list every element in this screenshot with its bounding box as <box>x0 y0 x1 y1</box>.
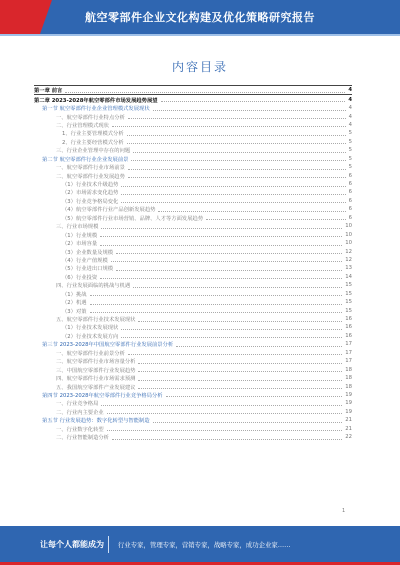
toc-entry-title: 第一章 前言 <box>34 88 63 95</box>
toc-entry-title: （4）航空零部件行业产品创新发展趋势 <box>62 207 156 214</box>
toc-entry-page: 4 <box>348 105 352 112</box>
toc-entry-page: 15 <box>345 299 352 306</box>
toc-entry-title: 二、行业管理模式现状 <box>56 122 109 129</box>
toc-entry-page: 17 <box>345 349 352 356</box>
report-header <box>0 0 400 34</box>
toc-entry-title: （1）行业技术发展现状 <box>62 325 119 332</box>
toc-entry-page: 19 <box>345 391 352 398</box>
toc-leader-dots <box>90 312 343 313</box>
toc-entry[interactable] <box>34 146 352 154</box>
toc-leader-dots <box>127 135 346 136</box>
toc-entry[interactable] <box>34 239 352 247</box>
toc-entry-page: 6 <box>348 189 352 196</box>
toc-leader-dots <box>112 126 346 127</box>
toc-entry-title: 三、行业企业管理中存在的问题 <box>56 148 131 155</box>
toc-leader-dots <box>100 245 342 246</box>
toc-leader-dots <box>131 160 345 161</box>
toc-leader-dots <box>138 321 342 322</box>
toc-entry-page: 18 <box>345 383 352 390</box>
toc-entry-page: 14 <box>345 273 352 280</box>
toc-entry-page: 15 <box>345 307 352 314</box>
toc-entry-title: 第四节 2023-2028年航空零部件行业竞争格局分析 <box>42 392 163 399</box>
toc-leader-dots <box>128 118 346 119</box>
toc-leader-dots <box>128 177 346 178</box>
toc-entry-page: 21 <box>345 425 352 432</box>
toc-leader-dots <box>138 363 342 364</box>
toc-leader-dots <box>138 371 342 372</box>
toc-entry-page: 12 <box>345 256 352 263</box>
toc-entry[interactable] <box>34 433 352 441</box>
toc-entry-title: 一、航空零部件行业市场前景 <box>56 165 125 172</box>
toc-entry-title: （2）市场需求变化趋势 <box>62 190 119 197</box>
toc-entry-title: （1）行业规模 <box>62 232 98 239</box>
toc-entry-page: 10 <box>345 240 352 247</box>
toc-entry-page: 5 <box>348 147 352 154</box>
toc-entry-title: 五、航空零部件行业技术发展现状 <box>56 317 136 324</box>
toc-entry-page: 6 <box>348 172 352 179</box>
toc-entry[interactable] <box>34 306 352 314</box>
toc-leader-dots <box>107 430 343 431</box>
toc-entry-page: 6 <box>348 181 352 188</box>
toc-leader-dots <box>90 295 343 296</box>
header-divider <box>0 34 400 36</box>
toc-leader-dots <box>133 152 345 153</box>
toc-entry-title: 一、行业数字化转型 <box>56 426 104 433</box>
toc-leader-dots <box>101 228 342 229</box>
toc-entry[interactable] <box>34 163 352 171</box>
toc-entry-page: 4 <box>348 96 352 103</box>
toc-entry-page: 4 <box>348 87 352 94</box>
toc-leader-dots <box>100 236 342 237</box>
toc-leader-dots <box>127 143 346 144</box>
toc-entry-title: 三、中国航空零部件行业发展趋势 <box>56 367 136 374</box>
toc-entry[interactable] <box>34 112 352 120</box>
toc-entry-title: （6）行业投资 <box>62 274 98 281</box>
toc-entry-page: 19 <box>345 400 352 407</box>
toc-entry-page: 15 <box>345 282 352 289</box>
toc-entry-title: 第三节 2023-2028年中国航空零部件行业发展前景分析 <box>42 342 174 349</box>
toc-entry-title: 三、行业市场规模 <box>56 224 99 231</box>
toc-entry-page: 17 <box>345 341 352 348</box>
toc-entry[interactable] <box>34 264 352 272</box>
toc-entry-title: （4）行业产值规模 <box>62 257 108 264</box>
toc-entry-title: 一、航空零部件行业前景分析 <box>56 350 125 357</box>
toc-entry-page: 13 <box>345 265 352 272</box>
toc-leader-dots <box>112 439 342 440</box>
toc-leader-dots <box>128 169 346 170</box>
toc-entry-title: 一、行业竞争格局 <box>56 401 99 408</box>
toc-entry-page: 5 <box>348 138 352 145</box>
report-title: 航空零部件企业文化构建及优化策略研究报告 <box>85 11 315 24</box>
toc-entry[interactable] <box>34 323 352 331</box>
toc-entry[interactable] <box>34 357 352 365</box>
toc-entry[interactable] <box>34 374 352 382</box>
toc-leader-dots <box>121 202 345 203</box>
toc-entry-title: （1）行业技术升级趋势 <box>62 182 119 189</box>
toc-entry-page: 4 <box>348 113 352 120</box>
toc-entry-title: （3）企业数量及规模 <box>62 249 114 256</box>
toc-leader-dots <box>133 287 342 288</box>
toc-entry[interactable] <box>34 230 352 238</box>
toc-entry[interactable] <box>34 340 352 348</box>
toc-entry-page: 18 <box>345 366 352 373</box>
toc-leader-dots <box>166 396 343 397</box>
toc-entry-title: （5）行业进出口规模 <box>62 266 114 273</box>
toc-entry-title: 第五节 行业发展趋势：数字化转型与智能制造 <box>42 418 150 425</box>
toc-leader-dots <box>100 278 342 279</box>
page-number: 1 <box>342 508 346 514</box>
toc-entry[interactable] <box>34 399 352 407</box>
toc-entry-title: （1）挑战 <box>62 291 87 298</box>
toc-leader-dots <box>161 101 346 102</box>
toc-entry-title: （2）机遇 <box>62 300 87 307</box>
toc-leader-dots <box>128 354 342 355</box>
toc-entry-title: 四、航空零部件行业市场需求预测 <box>56 376 136 383</box>
toc-entry-title: （3）对策 <box>62 308 87 315</box>
toc-entry-page: 17 <box>345 358 352 365</box>
toc-entry-title: 第二章 2023-2028年航空零部件市场发展趋势展望 <box>34 97 158 104</box>
toc-entry-page: 6 <box>348 206 352 213</box>
toc-entry-page: 5 <box>348 164 352 171</box>
toc-entry-page: 18 <box>345 375 352 382</box>
toc-entry[interactable] <box>34 281 352 289</box>
toc-leader-dots <box>101 405 342 406</box>
table-of-contents <box>34 85 352 441</box>
toc-entry[interactable] <box>34 222 352 230</box>
toc-entry[interactable] <box>34 408 352 416</box>
toc-entry-title: （5）航空零部件行业市场营销、品牌、人才等方面发展趋势 <box>62 215 204 222</box>
toc-entry[interactable] <box>34 85 352 94</box>
toc-entry[interactable] <box>34 290 352 298</box>
toc-leader-dots <box>158 211 345 212</box>
toc-leader-dots <box>153 422 343 423</box>
toc-leader-dots <box>111 261 343 262</box>
toc-entry-title: 一、航空零部件行业特点分析 <box>56 114 125 121</box>
toc-entry-page: 19 <box>345 408 352 415</box>
toc-entry-page: 22 <box>345 434 352 441</box>
toc-entry-title: 二、航空零部件行业市场容量分析 <box>56 359 136 366</box>
toc-entry-title: （2）市场容量 <box>62 241 98 248</box>
toc-leader-dots <box>206 219 346 220</box>
toc-entry[interactable] <box>34 247 352 255</box>
toc-entry[interactable] <box>34 155 352 163</box>
toc-leader-dots <box>121 186 345 187</box>
toc-entry[interactable] <box>34 365 352 373</box>
toc-entry-page: 16 <box>345 316 352 323</box>
toc-entry[interactable] <box>34 214 352 222</box>
toc-entry-page: 12 <box>345 248 352 255</box>
toc-entry[interactable] <box>34 104 352 112</box>
toc-entry-title: 二、行业内主要企业 <box>56 409 104 416</box>
toc-entry-title: （2）行业技术发展方向 <box>62 333 119 340</box>
toc-entry-page: 4 <box>348 121 352 128</box>
toc-leader-dots <box>138 380 342 381</box>
toc-entry-title: 1、行业主要管理模式分析 <box>62 131 124 138</box>
toc-leader-dots <box>121 337 342 338</box>
toc-leader-dots <box>116 270 342 271</box>
toc-leader-dots <box>121 194 345 195</box>
toc-entry[interactable] <box>34 298 352 306</box>
toc-heading: 内容目录 <box>171 60 228 74</box>
toc-entry[interactable] <box>34 332 352 340</box>
toc-entry-title: （3）行业竞争格局变化 <box>62 198 119 205</box>
footer-tagline: 行业专家，管理专家，营销专家，战略专家，成功企业家…… <box>118 541 291 549</box>
toc-entry-title: 五、我国航空零部件产业发展建议 <box>56 384 136 391</box>
toc-leader-dots <box>121 329 342 330</box>
toc-entry-page: 6 <box>348 214 352 221</box>
footer-slogan: 让每个人都能成为 <box>40 540 104 549</box>
toc-entry-page: 10 <box>345 223 352 230</box>
toc-entry[interactable] <box>34 171 352 179</box>
toc-entry[interactable] <box>34 188 352 196</box>
toc-entry-page: 10 <box>345 231 352 238</box>
footer-divider <box>108 536 109 553</box>
toc-entry-page: 16 <box>345 324 352 331</box>
toc-leader-dots <box>153 110 346 111</box>
toc-entry[interactable] <box>34 129 352 137</box>
toc-entry-page: 21 <box>345 417 352 424</box>
toc-entry-title: 二、航空零部件行业发展趋势 <box>56 173 125 180</box>
toc-leader-dots <box>138 388 342 389</box>
toc-entry-page: 5 <box>348 130 352 137</box>
toc-entry[interactable] <box>34 94 352 103</box>
toc-leader-dots <box>65 92 345 93</box>
toc-entry[interactable] <box>34 391 352 399</box>
toc-entry-title: 2、行业主要经营模式分析 <box>62 139 124 146</box>
toc-entry[interactable] <box>34 349 352 357</box>
toc-entry-page: 6 <box>348 197 352 204</box>
toc-entry-page: 15 <box>345 290 352 297</box>
report-footer <box>0 526 400 565</box>
toc-entry-title: 四、行业发展面临的挑战与机遇 <box>56 283 131 290</box>
toc-leader-dots <box>107 413 343 414</box>
toc-entry[interactable] <box>34 382 352 390</box>
toc-entry[interactable] <box>34 205 352 213</box>
toc-entry-title: 二、行业智能制造分析 <box>56 435 109 442</box>
toc-leader-dots <box>90 304 343 305</box>
toc-entry[interactable] <box>34 425 352 433</box>
toc-entry[interactable] <box>34 273 352 281</box>
toc-entry[interactable] <box>34 138 352 146</box>
toc-entry-title: 第二节 航空零部件行业企业发展前景 <box>42 156 129 163</box>
toc-entry[interactable] <box>34 416 352 424</box>
toc-entry[interactable] <box>34 256 352 264</box>
toc-entry[interactable] <box>34 180 352 188</box>
toc-entry-title: 第一节 航空零部件行业企业管理模式发展现状 <box>42 106 150 113</box>
toc-entry[interactable] <box>34 197 352 205</box>
toc-entry[interactable] <box>34 315 352 323</box>
toc-leader-dots <box>116 253 342 254</box>
toc-entry-page: 5 <box>348 155 352 162</box>
toc-leader-dots <box>176 346 342 347</box>
toc-entry-page: 16 <box>345 332 352 339</box>
toc-entry[interactable] <box>34 121 352 129</box>
